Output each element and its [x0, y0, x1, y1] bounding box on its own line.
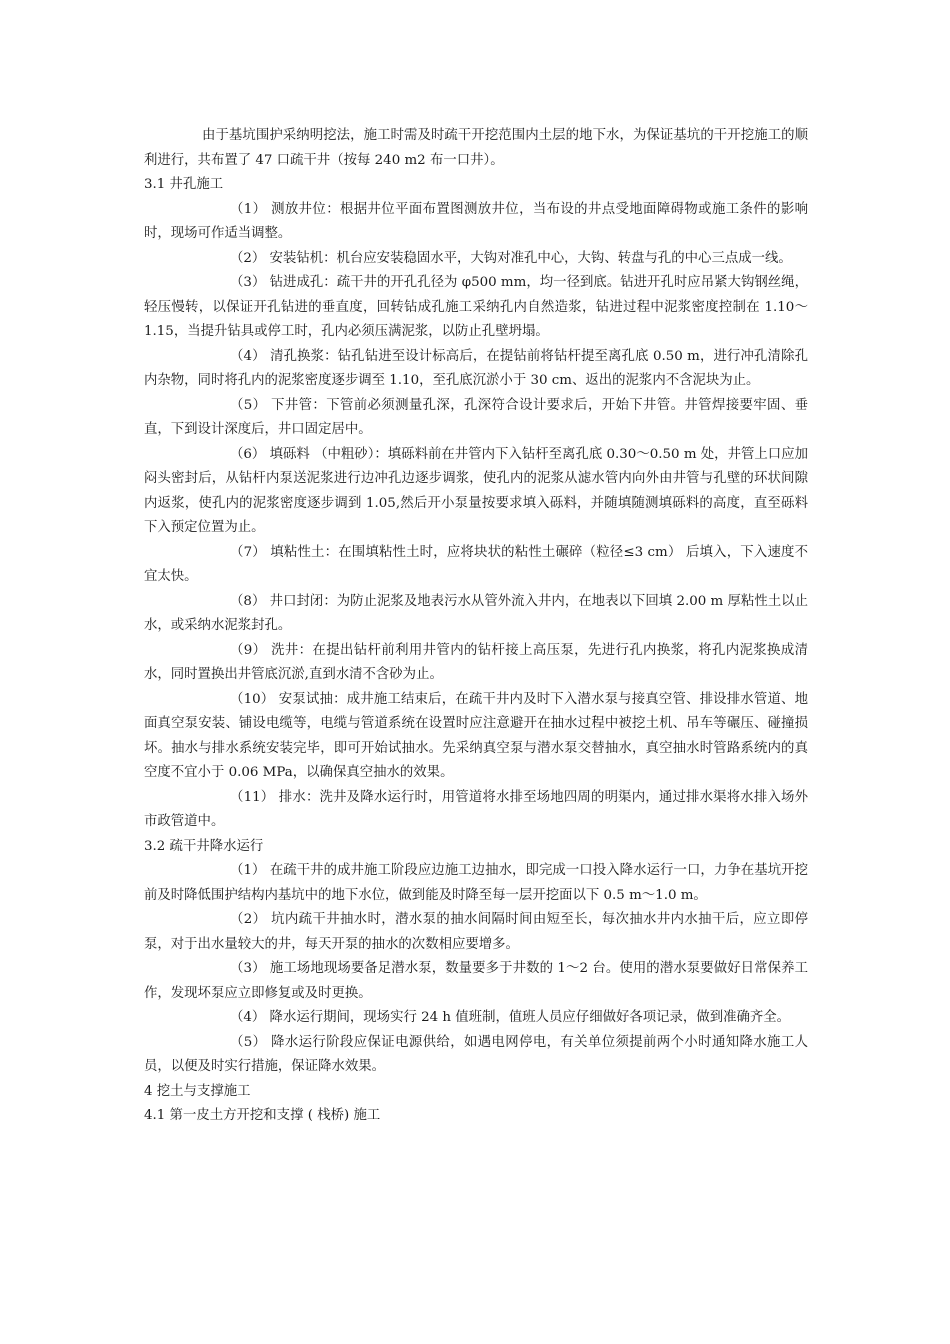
sec32-item-1: （1） 在疏干井的成井施工阶段应边施工边抽水，即完成一口投入降水运行一口，力争在基坑开挖前及时降低围护结构内基坑中的地下水位，做到能及时降至每一层开挖面以下 0.5 m～1.0 m。 [144, 863, 808, 903]
sec31-item-10: （10） 安泵试抽：成井施工结束后，在疏干井内及时下入潜水泵与接真空管、排设排水管道、地面真空泵安装、铺设电缆等，电缆与管道系统在设置时应注意避开在抽水过程中被挖土机、吊车等碾压、碰撞损坏。抽水与排水系统安装完毕，即可开始试抽水。先采纳真空泵与潜水泵交替抽水，真空抽水时管路系统内的真空度不宜小于 0.06 MPa，以确保真空抽水的效果。 [144, 691, 808, 780]
sec31-item-6: （6） 填砾料 （中粗砂）：填砾料前在井管内下入钻杆至离孔底 0.30～0.50 m 处，井管上口应加闷头密封后，从钻杆内泵送泥浆进行边冲孔边逐步调浆，使孔内的泥浆从滤水管内向外由井管与孔壁的环状间隙内返浆，使孔内的泥浆密度逐步调到 1.05,然后开小泵量按要求填入砾料，并随填随测填砾料的高度，直至砾料下入预定位置为止。 [144, 446, 808, 535]
sec31-item-7: （7） 填粘性土：在围填粘性土时，应将块状的粘性土碾碎（粒径≤3 cm） 后填入，下入速度不宜太快。 [144, 544, 808, 584]
section-4-heading: 4 挖土与支撑施工 [144, 1083, 251, 1099]
sec32-item-2: （2） 坑内疏干井抽水时，潜水泵的抽水间隔时间由短至长，每次抽水井内水抽干后，应立即停泵，对于出水量较大的井，每天开泵的抽水的次数相应要增多。 [144, 912, 808, 952]
intro-paragraph: 由于基坑围护采纳明挖法，施工时需及时疏干开挖范围内土层的地下水，为保证基坑的干开挖施工的顺利进行，共布置了 47 口疏干井（按每 240 m2 布一口井）。 [144, 128, 808, 168]
sec31-item-11: （11） 排水：洗井及降水运行时，用管道将水排至场地四周的明渠内，通过排水渠将水排入场外市政管道中。 [144, 789, 808, 829]
section-4-1-heading: 4.1 第一皮土方开挖和支撑 ( 栈桥) 施工 [144, 1108, 381, 1123]
sec32-item-4: （4） 降水运行期间，现场实行 24 h 值班制，值班人员应仔细做好各项记录，做到准确齐全。 [230, 1010, 791, 1025]
sec32-item-3: （3） 施工场地现场要备足潜水泵，数量要多于井数的 1～2 台。使用的潜水泵要做好日常保养工作，发现坏泵应立即修复或及时更换。 [144, 961, 808, 1001]
sec31-item-8: （8） 井口封闭：为防止泥浆及地表污水从管外流入井内，在地表以下回填 2.00 m 厚粘性土以止水，或采纳水泥浆封孔。 [144, 593, 808, 633]
sec32-item-5: （5） 降水运行阶段应保证电源供给，如遇电网停电，有关单位须提前两个小时通知降水施工人员，以便及时实行措施，保证降水效果。 [144, 1034, 808, 1074]
sec31-item-4: （4） 清孔换浆：钻孔钻进至设计标高后，在提钻前将钻杆提至离孔底 0.50 m，进行冲孔清除孔内杂物，同时将孔内的泥浆密度逐步调至 1.10，至孔底沉淤小于 30 cm、返出的泥浆内不含泥块为止。 [144, 348, 808, 388]
sec31-item-2: （2） 安装钻机：机台应安装稳固水平，大钩对准孔中心，大钩、转盘与孔的中心三点成一线。 [230, 250, 792, 266]
section-3-2-heading: 3.2 疏干井降水运行 [144, 838, 264, 854]
sec31-item-1: （1） 测放井位：根据井位平面布置图测放井位，当布设的井点受地面障碍物或施工条件的影响时，现场可作适当调整。 [144, 201, 808, 241]
sec31-item-5: （5） 下井管：下管前必须测量孔深，孔深符合设计要求后，开始下井管。井管焊接要牢固、垂直，下到设计深度后，井口固定居中。 [144, 397, 808, 437]
document-body [144, 124, 808, 1129]
sec31-item-3: （3） 钻进成孔：疏干井的开孔孔径为 φ500 mm，均一径到底。钻进开孔时应吊紧大钩钢丝绳，轻压慢转，以保证开孔钻进的垂直度，回转钻成孔施工采纳孔内自然造浆，钻进过程中泥浆密度控制在 1.10～1.15，当提升钻具或停工时，孔内必须压满泥浆，以防止孔壁坍塌。 [144, 275, 808, 339]
sec31-item-9: （9） 洗井：在提出钻杆前利用井管内的钻杆接上高压泵，先进行孔内换浆，将孔内泥浆换成清水，同时置换出井管底沉淤,直到水清不含砂为止。 [144, 642, 808, 682]
section-3-1-heading: 3.1 井孔施工 [144, 177, 224, 192]
